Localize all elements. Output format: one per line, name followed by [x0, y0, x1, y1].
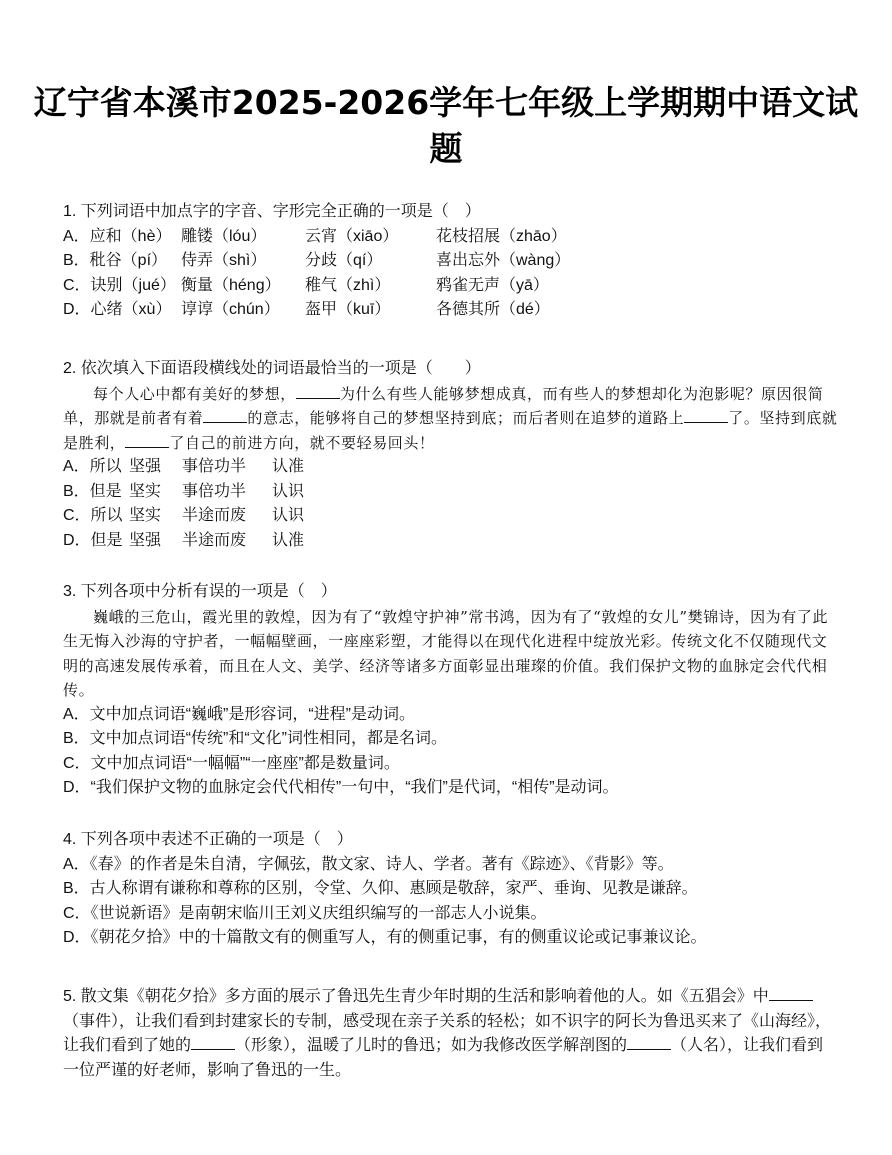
option-d: D．“我们保护文物的血脉定会代代相传”一句中，“我们”是代词，“相传”是动词。: [63, 779, 619, 796]
option-d: [63, 529, 838, 554]
question-stem: 3. 下列各项中分析有误的一项是（ ）: [63, 583, 337, 600]
passage-text: 为什么有些人能够梦想成真，而有些人的梦想却化为泡影呢？原因很简单，那就是前者有着: [63, 384, 824, 427]
option-item: C．所以: [63, 507, 123, 524]
option-a: A．文中加点词语“巍峨”是形容词，“进程”是动词。: [63, 705, 415, 723]
option-a: [63, 455, 838, 480]
option-item: 雕镂（lóu）: [181, 227, 267, 245]
option-item: 坚实: [129, 507, 162, 524]
question-2: [63, 357, 838, 553]
option-c: C．《世说新语》是南朝宋临川王刘义庆组织编写的一部志人小说集。: [63, 904, 547, 922]
option-c: C．文中加点词语“一幅幅”“一座座”都是数量词。: [63, 754, 400, 772]
question-stem: 2. 依次填入下面语段横线处的词语最恰当的一项是（ ）: [63, 360, 481, 377]
option-item: 盔甲（kuī）: [305, 301, 391, 318]
option-item: 半途而废: [182, 531, 247, 549]
option-d: D．《朝花夕拾》中的十篇散文有的侧重写人，有的侧重记事，有的侧重议论或记事兼议论。: [63, 929, 707, 946]
fill-blank[interactable]: [684, 408, 728, 423]
question-stem: 1. 下列词语中加点字的字音、字形完全正确的一项是（ ）: [63, 203, 481, 220]
option-item: A．应和（hè）: [63, 227, 172, 245]
option-d: [63, 298, 838, 323]
option-item: 认识: [272, 507, 305, 524]
option-item: A．所以: [63, 458, 122, 475]
option-c: [63, 504, 838, 529]
question-passage: 巍峨的三危山，霞光里的敦煌，因为有了“敦煌守护神”常书鸿，因为有了“敦煌的女儿”樊锦诗，因为有了此生无悔入沙海的守护者，一幅幅壁画，一座座彩塑，才能得以在现代化进程中绽放光彩。传统文化不仅随现代文明的高速发展传承着，而且在人文、美学、经济等诸多方面彰显出璀璨的价值。我们保护文物的血脉定会代代相传。: [63, 607, 829, 699]
paragraph-text: （事件），让我们看到封建家长的专制，感受现在亲子关系的轻松；如不识字的阿长为鲁迅买来了《山海经》，让我们看到了她的: [63, 1012, 832, 1054]
option-item: 事倍功半: [182, 482, 247, 500]
question-paragraph: [63, 985, 838, 1083]
option-item: 坚强: [129, 531, 162, 549]
fill-blank[interactable]: [203, 408, 247, 423]
passage-text: 每个人心中都有美好的梦想，: [93, 384, 296, 403]
page-title: 辽宁省本溪市2025-2026学年七年级上学期期中语文试题: [33, 83, 859, 168]
option-a: A．《春》的作者是朱自清，字佩弦，散文家、诗人、学者。著有《踪迹》、《背影》等。: [63, 855, 674, 873]
option-item: 坚强: [129, 458, 162, 475]
passage-text: 了自己的前进方向，就不要轻易回头！: [169, 433, 435, 452]
question-passage: [63, 382, 838, 456]
fill-blank[interactable]: [125, 433, 169, 448]
paragraph-text: （人名），让我们看到一位严谨的好老师，影响了鲁迅的一生。: [63, 1037, 824, 1079]
option-item: 坚实: [129, 482, 162, 500]
option-item: 鸦雀无声（yā）: [436, 276, 549, 294]
question-1: [63, 200, 838, 323]
option-a: [63, 225, 838, 250]
passage-text: 的意志，能够将自己的梦想坚持到底；而后者则在追梦的道路上: [247, 409, 685, 427]
option-item: 认准: [272, 458, 305, 475]
fill-blank[interactable]: [191, 1035, 235, 1050]
question-3: [63, 580, 838, 801]
option-item: 谆谆（chún）: [181, 301, 280, 318]
paragraph-text: （形象），温暖了儿时的鲁迅；如为我修改医学解剖图的: [235, 1037, 628, 1054]
option-item: B．但是: [63, 482, 122, 500]
option-item: 衡量（héng）: [181, 276, 281, 294]
fill-blank[interactable]: [627, 1035, 671, 1050]
question-4: [63, 828, 838, 951]
question-5: [63, 985, 838, 1083]
option-item: 认准: [272, 531, 305, 549]
option-item: 花枝招展（zhāo）: [436, 227, 567, 245]
fill-blank[interactable]: [296, 384, 340, 399]
option-item: 云宵（xiāo）: [305, 227, 399, 245]
option-item: C．诀别（jué）: [63, 276, 176, 294]
question-stem: 4. 下列各项中表述不正确的一项是（ ）: [63, 831, 353, 848]
option-item: D．心绪（xù）: [63, 301, 172, 318]
option-b: [63, 480, 838, 505]
paragraph-text: 5. 散文集《朝花夕拾》多方面的展示了鲁迅先生青少年时期的生活和影响着他的人。如《五猖会》中: [63, 988, 769, 1005]
option-item: 各德其所（dé）: [436, 301, 550, 318]
passage-text: 了。坚持到底就是胜利，: [63, 409, 838, 452]
option-item: 喜出忘外（wàng）: [436, 252, 571, 269]
option-item: 分歧（qí）: [305, 252, 383, 269]
option-item: 侍弄（shì）: [181, 252, 267, 269]
option-item: 稚气（zhì）: [305, 276, 391, 294]
option-b: B．古人称谓有谦称和尊称的区别，令堂、久仰、惠顾是敬辞，家严、垂询、见教是谦辞。: [63, 880, 698, 897]
option-b: [63, 249, 838, 274]
option-b: B．文中加点词语“传统”和“文化”词性相同，都是名词。: [63, 730, 447, 747]
fill-blank[interactable]: [769, 986, 813, 1001]
option-item: D．但是: [63, 531, 123, 549]
option-c: [63, 274, 838, 299]
option-item: 事倍功半: [182, 458, 247, 475]
option-item: B．秕谷（pí）: [63, 252, 168, 269]
option-item: 认识: [272, 482, 305, 500]
option-item: 半途而废: [182, 507, 247, 524]
